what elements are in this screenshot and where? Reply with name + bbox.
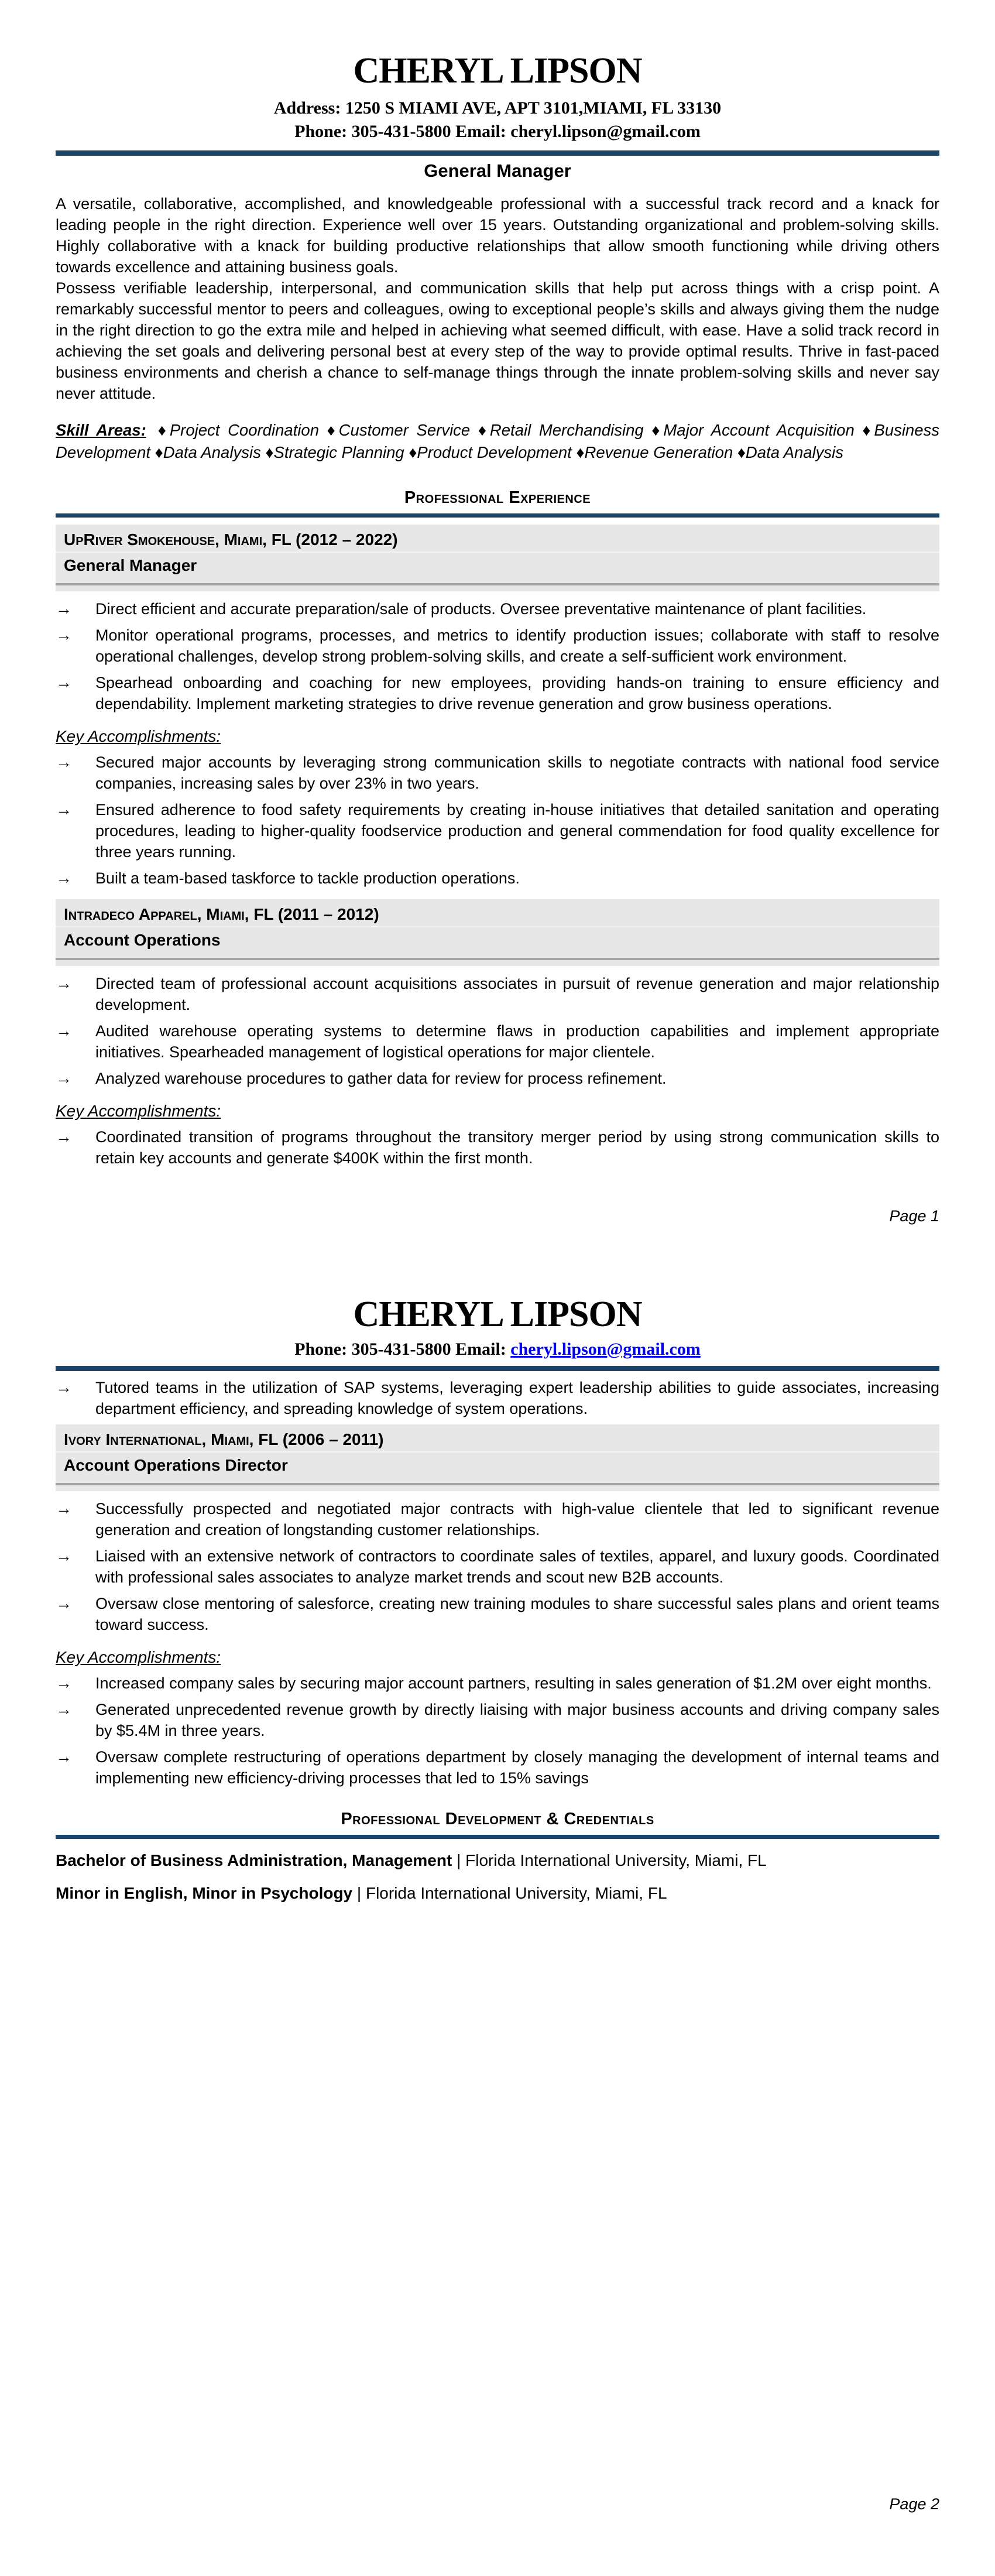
list-item [56, 1377, 939, 1419]
arrow-bullet-icon: → [56, 974, 72, 992]
credential-entry [56, 1882, 939, 1904]
skill-areas-items: ♦Project Coordination ♦Customer Service ♦Retail Merchandising ♦Major Account Acquisition ♦Business Development ♦Data Analysis ♦Strategic Planning ♦Product Development ♦Revenue Generation ♦Data Analysis [56, 420, 940, 461]
job-header-divider [56, 1483, 939, 1485]
arrow-bullet-icon: → [56, 1673, 72, 1692]
list-item [56, 1673, 939, 1694]
arrow-bullet-icon: → [56, 1021, 72, 1040]
bullet-text: Successfully prospected and negotiated major contracts with high-value clientele that led to significant revenue generation and creation of longstanding customer relationships. [95, 1499, 939, 1539]
target-role-title: General Manager [424, 160, 571, 181]
job-duties-list [56, 973, 939, 1089]
key-accomplishments-label: Key Accomplishments: [56, 1647, 221, 1666]
section-divider [56, 1835, 939, 1839]
list-item [56, 625, 939, 667]
arrow-bullet-icon: → [56, 1747, 72, 1766]
summary-paragraph-1: A versatile, collaborative, accomplished, and knowledgeable professional with a successful track record and a knack for leading people in the right direction. Experience well over 15 years. Outstanding organizational and problem-solving skills. Highly collaborative with a knack for building productive relationships that allow smooth functioning while driving others towards excellence and attaining business goals. [56, 194, 939, 276]
list-item [56, 1068, 939, 1089]
key-accomplishments-label: Key Accomplishments: [56, 1101, 221, 1120]
bullet-text: Ensured adherence to food safety requirements by creating in-house initiatives that detailed sanitation and operating procedures, leading to higher-quality foodservice production and general commendation for food quality excellence for three years running. [95, 800, 939, 861]
credential-institution: Florida International University, Miami, FL [465, 1851, 767, 1869]
arrow-bullet-icon: → [56, 800, 72, 818]
list-item [56, 1746, 939, 1789]
list-item [56, 672, 939, 714]
list-item [56, 1020, 939, 1063]
arrow-bullet-icon: → [56, 625, 72, 644]
bullet-text: Oversaw close mentoring of salesforce, creating new training modules to share successful sales plans and orient teams toward success. [95, 1594, 939, 1633]
bullet-text: Analyzed warehouse procedures to gather data for review for process refinement. [95, 1069, 667, 1087]
bullet-text: Generated unprecedented revenue growth by directly liaising with major business accounts and driving company sales by $5.4M in three years. [95, 1700, 939, 1739]
list-item [56, 1699, 939, 1741]
phone-text: Phone: 305-431-5800 Email: [294, 1339, 511, 1359]
credential-entry [56, 1849, 939, 1872]
bullet-text: Direct efficient and accurate preparation/sale of products. Oversee preventative maintenance of plant facilities. [95, 600, 867, 618]
candidate-name: CHERYL LIPSON [353, 1294, 642, 1334]
phone-email-line [56, 1338, 939, 1361]
job-title: General Manager [64, 556, 197, 574]
list-item [56, 973, 939, 1015]
carryover-accomplishments-list [56, 1377, 939, 1419]
list-item [56, 752, 939, 794]
arrow-bullet-icon: → [56, 1594, 72, 1612]
bullet-text: Liaised with an extensive network of contractors to coordinate sales of textiles, apparel, and luxury goods. Coordinated with professional sales associates to analyze market trends and scout new B2B accounts. [95, 1547, 939, 1586]
job-header-divider [56, 958, 939, 960]
page-number: Page 2 [889, 2495, 939, 2513]
arrow-bullet-icon: → [56, 752, 72, 771]
bullet-text: Directed team of professional account acquisitions associates in pursuit of revenue generation and major relationship development. [95, 974, 939, 1013]
skill-areas-line [56, 419, 939, 464]
arrow-bullet-icon: → [56, 1127, 72, 1146]
job-accomplishments-list [56, 1673, 939, 1789]
summary-paragraph-2: Possess verifiable leadership, interpersonal, and communication skills that help put across things with a crisp point. A remarkably successful mentor to peers and colleagues, owing to exceptional people’s skills and always giving them the nudge in the right direction to go the extra mile and helped in achieving what seemed difficult, with ease. Have a solid track record in achieving the set goals and delivering personal best at every step of the way to provide optimal results. Thrive in fast-paced business environments and cherish a chance to self-manage things through the innate problem-solving skills and never say never attitude. [56, 279, 939, 402]
list-item [56, 1546, 939, 1588]
section-heading-credentials: Professional Development & Credentials [341, 1809, 654, 1828]
bullet-text: Audited warehouse operating systems to determine flaws in production capabilities and implement appropriate initiatives. Spearheaded management of logistical operations for major clientele. [95, 1022, 939, 1061]
section-divider [56, 513, 939, 518]
header-divider [56, 1366, 939, 1371]
job-company: Ivory International, Miami, FL (2006 – 2011) [56, 1428, 939, 1453]
job-title: Account Operations [64, 930, 221, 949]
job-header-upriver [56, 525, 939, 591]
resume-page-2 [0, 1288, 995, 2576]
bullet-text: Oversaw complete restructuring of operations department by closely managing the development of internal teams and implementing new efficiency-driving processes that led to 15% savings [95, 1748, 939, 1787]
skill-areas-label: Skill Areas: [56, 420, 146, 439]
bullet-text: Built a team-based taskforce to tackle production operations. [95, 869, 520, 887]
arrow-bullet-icon: → [56, 599, 72, 618]
job-header-ivory [56, 1424, 939, 1491]
list-item [56, 1126, 939, 1169]
address-line: Address: 1250 S MIAMI AVE, APT 3101,MIAMI, FL 33130 [273, 98, 722, 118]
job-company: UpRiver Smokehouse, Miami, FL (2012 – 2022) [56, 528, 939, 553]
job-duties-list [56, 598, 939, 714]
job-header-divider [56, 583, 939, 585]
job-accomplishments-list [56, 1126, 939, 1169]
job-company: Intradeco Apparel, Miami, FL (2011 – 2012) [56, 903, 939, 927]
job-header-intradeco [56, 899, 939, 966]
list-item [56, 598, 939, 619]
job-accomplishments-list [56, 752, 939, 889]
arrow-bullet-icon: → [56, 1378, 72, 1396]
arrow-bullet-icon: → [56, 1068, 72, 1087]
arrow-bullet-icon: → [56, 1546, 72, 1565]
credential-separator: | [352, 1883, 366, 1902]
email-link[interactable]: cheryl.lipson@gmail.com [510, 1339, 701, 1359]
arrow-bullet-icon: → [56, 673, 72, 691]
key-accomplishments-label: Key Accomplishments: [56, 727, 221, 745]
list-item [56, 1593, 939, 1635]
bullet-text: Spearhead onboarding and coaching for new employees, providing hands-on training to ensure efficiency and dependability. Implement marketing strategies to drive revenue generation and grow business operations. [95, 673, 939, 712]
section-heading-professional-experience: Professional Experience [404, 488, 591, 507]
bullet-text: Monitor operational programs, processes, and metrics to identify production issues; collaborate with staff to resolve operational challenges, develop strong problem-solving skills, and create a self-sufficient work environment. [95, 626, 939, 665]
header-divider [56, 150, 939, 156]
bullet-text: Coordinated transition of programs throughout the transitory merger period by using strong communication skills to retain key accounts and generate $400K within the first month. [95, 1128, 939, 1167]
job-title: Account Operations Director [64, 1455, 288, 1474]
list-item [56, 868, 939, 889]
candidate-name: CHERYL LIPSON [353, 51, 642, 91]
job-duties-list [56, 1498, 939, 1635]
list-item [56, 799, 939, 862]
arrow-bullet-icon: → [56, 1499, 72, 1517]
arrow-bullet-icon: → [56, 1700, 72, 1718]
credential-separator: | [452, 1851, 466, 1869]
credential-institution: Florida International University, Miami, FL [365, 1883, 667, 1902]
page-number: Page 1 [889, 1207, 939, 1225]
bullet-text: Increased company sales by securing major account partners, resulting in sales generation of $1.2M over eight months. [95, 1674, 932, 1692]
credential-degree: Bachelor of Business Administration, Management [56, 1851, 452, 1869]
bullet-text: Secured major accounts by leveraging strong communication skills to negotiate contracts with national food service companies, increasing sales by over 23% in two years. [95, 753, 939, 792]
credential-degree: Minor in English, Minor in Psychology [56, 1883, 353, 1902]
list-item [56, 1498, 939, 1540]
arrow-bullet-icon: → [56, 868, 72, 887]
bullet-text: Tutored teams in the utilization of SAP systems, leveraging expert leadership abilities to guide associates, increasing department efficiency, and spreading knowledge of system operations. [95, 1378, 939, 1417]
phone-email-line: Phone: 305-431-5800 Email: cheryl.lipson@gmail.com [294, 121, 701, 141]
